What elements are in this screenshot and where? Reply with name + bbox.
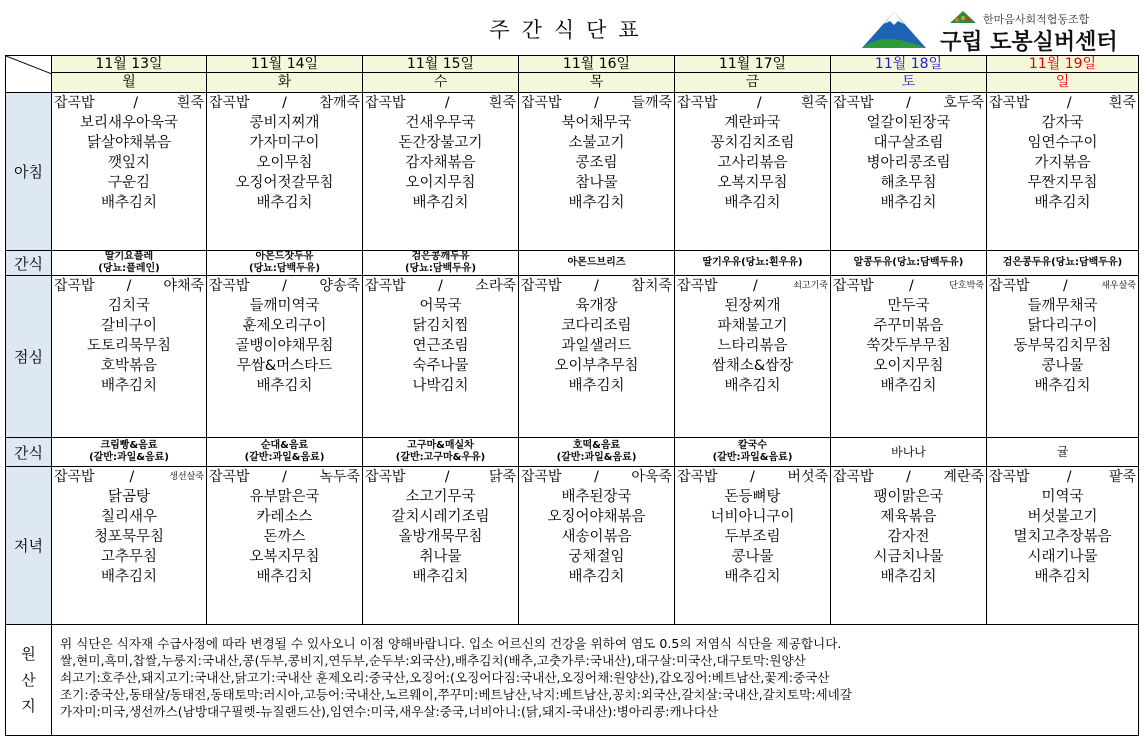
dish-item: 갈치시레기조림: [391, 509, 490, 525]
dish-item: 배추김치: [256, 569, 313, 585]
meal-cell: [207, 93, 363, 251]
dinner-row-label: 저녁: [6, 467, 52, 625]
dish-item: 임연수구이: [1027, 135, 1098, 151]
dish-item: 배추김치: [1034, 378, 1091, 394]
snack-line: 귤: [1056, 445, 1069, 459]
snack-cell: [363, 438, 519, 467]
dish-item: 콩나물: [731, 549, 774, 565]
dish-item: 콩비지찌개: [249, 115, 320, 131]
rice-porridge-line: [363, 276, 518, 296]
corner-cell: [6, 56, 52, 93]
dish-item: 돈등뼈탕: [724, 489, 781, 505]
dish-item: 돈까스: [263, 529, 306, 545]
snack-line: (당뇨:플레인): [98, 263, 160, 274]
origin-row: [6, 625, 1139, 736]
porridge-label: 참깨죽: [319, 95, 360, 111]
dish-item: 배추김치: [100, 378, 158, 394]
rice-label: 잡곡밥: [833, 95, 874, 111]
snack-line: 칼국수: [738, 440, 767, 451]
dish-item: 새송이볶음: [561, 529, 632, 545]
lunch-row: [6, 276, 1139, 438]
origin-label-char: 지: [21, 697, 36, 715]
meal-cell: [987, 276, 1139, 438]
rice-porridge-line: [52, 467, 206, 487]
dish-item: 훈제오리구이: [242, 318, 327, 334]
dish-item: 나박김치: [412, 378, 469, 394]
origin-label: [6, 625, 52, 736]
origin-line: 위 식단은 식자재 수급사정에 따라 변경될 수 있사오니 이점 양해바랍니다. 입소 어르신의 건강을 위하여 염도 0.5의 저염식 식단을 제공합니다.: [60, 636, 842, 651]
snack-pm-row-label: 간식: [6, 438, 52, 467]
porridge-label: 팥죽: [1108, 469, 1136, 485]
dish-item: 청포묵무침: [93, 529, 165, 545]
dish-item: 보리새우아욱국: [79, 115, 179, 131]
weekday-cell: 월: [52, 73, 207, 93]
dish-item: 된장찌개: [724, 298, 781, 314]
dish-item: 오복지무침: [717, 175, 788, 191]
dish-item: 두부조림: [724, 529, 781, 545]
rice-porridge-line: [987, 93, 1138, 113]
dish-item: 갈비구이: [100, 318, 158, 334]
snack-cell: [207, 438, 363, 467]
dish-item: 유부맑은국: [249, 489, 320, 505]
rice-label: 잡곡밥: [833, 469, 874, 485]
meal-cell: [519, 93, 675, 251]
dish-item: 배추김치: [256, 378, 313, 394]
dish-item: 고추무침: [100, 549, 158, 565]
dish-item: 오이무침: [256, 155, 313, 171]
rice-porridge-line: [831, 276, 986, 296]
dish-item: 배추김치: [568, 195, 625, 211]
rice-label: 잡곡밥: [365, 95, 406, 111]
porridge-label: 흰죽: [488, 95, 516, 111]
slash-separator: /: [753, 278, 758, 294]
dish-item: 칠리새우: [100, 509, 158, 525]
dish-item: 오징어젓갈무침: [235, 175, 334, 191]
slash-separator: /: [750, 469, 755, 485]
page-title: 주간식단표: [489, 18, 651, 42]
dish-item: 가지볶음: [1034, 155, 1091, 171]
porridge-label: 흰죽: [1108, 95, 1136, 111]
snack-line: 아몬드잣두유: [255, 251, 314, 262]
porridge-label: 흰죽: [176, 95, 204, 111]
dish-item: 오복지무침: [249, 549, 320, 565]
slash-separator: /: [282, 95, 287, 111]
date-cell: 11월 16일: [519, 56, 675, 73]
porridge-label: 닭죽: [488, 469, 516, 485]
rice-label: 잡곡밥: [365, 469, 406, 485]
rice-label: 잡곡밥: [989, 278, 1030, 294]
dish-item: 콩나물: [1041, 358, 1084, 374]
origin-line: 쇠고기:호주산,돼지고기:국내산,닭고기:국내산 훈제오리:중국산,오징어:(오징어다짐:국내산,오징어채:원양산),갑오징어:베트남산,꽃게:중국산: [60, 670, 830, 685]
snack-line: (갈반:과일&음료): [89, 452, 169, 463]
dish-item: 카레소스: [256, 509, 313, 525]
dish-item: 배추김치: [100, 195, 158, 211]
rice-porridge-line: [519, 467, 674, 487]
rice-porridge-line: [675, 467, 830, 487]
origin-info: [52, 625, 1139, 736]
slash-separator: /: [594, 278, 599, 294]
rice-label: 잡곡밥: [833, 278, 874, 294]
dish-item: 깻잎지: [107, 155, 151, 171]
origin-line: 쌀,현미,흑미,찹쌀,누룽지:국내산,콩(두부,콩비지,연두부,순두부:외국산),배추김치(배추,고춧가루:국내산),대구살:미국산,대구토막:원양산: [60, 653, 806, 668]
rice-label: 잡곡밥: [521, 469, 562, 485]
dish-item: 닭다리구이: [1027, 318, 1098, 334]
snack-cell: [207, 251, 363, 276]
snack-cell: [52, 251, 207, 276]
snack-line: 아몬드브리즈: [567, 257, 626, 268]
rice-label: 잡곡밥: [989, 95, 1030, 111]
rice-porridge-line: [987, 467, 1138, 487]
meal-cell: [52, 276, 207, 438]
rice-porridge-line: [675, 93, 830, 113]
date-row: [6, 56, 1139, 73]
dish-item: 배추김치: [880, 569, 937, 585]
dish-item: 올방개묵무침: [398, 529, 483, 545]
dish-item: 배추된장국: [561, 489, 632, 505]
org-name: 구립 도봉실버센터: [940, 30, 1118, 55]
snack-line: 고구마&매실차: [407, 440, 474, 451]
dish-item: 제육볶음: [880, 509, 937, 525]
slash-separator: /: [594, 95, 599, 111]
dish-item: 감자채볶음: [405, 155, 476, 171]
meal-cell: [207, 467, 363, 625]
slash-separator: /: [282, 469, 287, 485]
slash-separator: /: [1066, 469, 1072, 485]
dish-item: 건새우무국: [405, 115, 476, 131]
org-subtitle: 한마음사회적협동조합: [983, 13, 1090, 26]
slash-separator: /: [594, 469, 599, 485]
weekday-cell: 수: [363, 73, 519, 93]
dish-item: 계란파국: [724, 115, 781, 131]
rice-porridge-line: [363, 467, 518, 487]
dish-item: 배추김치: [412, 569, 469, 585]
dish-item: 느타리볶음: [717, 338, 788, 354]
date-cell: 11월 14일: [207, 56, 363, 73]
snack-line: (갈반:고구마&우유): [395, 452, 486, 463]
porridge-label: 야채죽: [163, 278, 204, 294]
rice-label: 잡곡밥: [521, 95, 562, 111]
dish-item: 시금치나물: [873, 549, 944, 565]
rice-label: 잡곡밥: [209, 469, 250, 485]
rice-label: 잡곡밥: [989, 469, 1030, 485]
dish-item: 팽이맑은국: [873, 489, 944, 505]
dish-item: 숙주나물: [412, 358, 469, 374]
header: [0, 0, 1143, 55]
dish-item: 참나물: [575, 175, 618, 191]
rice-porridge-line: [831, 93, 986, 113]
dish-item: 들깨미역국: [249, 298, 320, 314]
weekday-cell: 금: [675, 73, 831, 93]
dish-item: 멸치고추장볶음: [1013, 529, 1112, 545]
snack-line: 검은콩두유(당뇨:담백두유): [1002, 257, 1123, 268]
rice-label: 잡곡밥: [209, 95, 250, 111]
snack-cell: [52, 438, 207, 467]
dish-item: 고사리볶음: [717, 155, 788, 171]
dish-item: 코다리조림: [561, 318, 632, 334]
dish-item: 배추김치: [568, 378, 625, 394]
snack-line: 딸기우유(당뇨:흰우유): [702, 257, 803, 268]
dish-item: 오이지무침: [873, 358, 944, 374]
snack-cell: [519, 251, 675, 276]
dish-item: 도토리묵무침: [86, 338, 172, 354]
dish-item: 감자국: [1041, 115, 1084, 131]
dish-item: 소고기무국: [405, 489, 476, 505]
slash-separator: /: [1063, 278, 1068, 294]
dish-item: 오이지무침: [405, 175, 476, 191]
snack-line: (갈반:과일&음료): [556, 452, 637, 463]
dish-item: 배추김치: [256, 195, 313, 211]
rice-label: 잡곡밥: [54, 278, 95, 294]
slash-separator: /: [129, 469, 135, 485]
meal-cell: [675, 276, 831, 438]
dish-item: 쑥갓두부무침: [866, 338, 951, 354]
weekday-row: [6, 73, 1139, 93]
dish-item: 미역국: [1041, 489, 1084, 505]
porridge-label: 단호박죽: [949, 281, 984, 291]
slash-separator: /: [756, 95, 762, 111]
dish-item: 파채불고기: [717, 318, 788, 334]
dish-item: 얼갈이된장국: [866, 115, 951, 131]
snack-cell: [987, 251, 1139, 276]
snack-cell: [675, 251, 831, 276]
dish-item: 배추김치: [412, 195, 469, 211]
dish-item: 대구살조림: [873, 135, 944, 151]
weekday-cell: 목: [519, 73, 675, 93]
rice-porridge-line: [207, 276, 362, 296]
lunch-row-label: 점심: [6, 276, 52, 438]
meal-cell: [363, 93, 519, 251]
dish-item: 호박볶음: [100, 358, 158, 374]
dish-item: 육개장: [575, 298, 618, 314]
dish-item: 배추김치: [100, 569, 158, 585]
diagonal-line: [6, 56, 52, 92]
rice-label: 잡곡밥: [209, 278, 250, 294]
snack-cell: [831, 438, 987, 467]
dish-item: 김치국: [107, 298, 151, 314]
dish-item: 배추김치: [724, 378, 781, 394]
porridge-label: 녹두죽: [319, 469, 360, 485]
dish-item: 북어채무국: [561, 115, 632, 131]
origin-line: 가자미:미국,생선까스(남방대구필렛-뉴질랜드산),임연수:미국,새우살:중국,너비아니:(닭,돼지-국내산):병아리콩:캐나다산: [60, 704, 719, 719]
meal-cell: [519, 276, 675, 438]
rice-label: 잡곡밥: [521, 278, 562, 294]
origin-line: 조기:중국산,동태살/동태전,동태토막:러시아,고등어:국내산,노르웨이,쭈꾸미:베트남산,낙지:베트남산,꽁치:외국산,갈치살:국내산,갈치토막:세네갈: [60, 687, 852, 702]
dish-item: 연근조림: [412, 338, 469, 354]
rice-porridge-line: [52, 93, 206, 113]
meal-cell: [987, 93, 1139, 251]
snack-cell: [363, 251, 519, 276]
snack-line: 알콩두유(당뇨:담백두유): [853, 257, 964, 268]
porridge-label: 들깨죽: [631, 95, 672, 111]
rice-porridge-line: [207, 467, 362, 487]
dish-item: 취나물: [419, 549, 462, 565]
snack-line: 검은콩깨두유: [411, 251, 470, 262]
snack-line: (갈반:과일&음료): [244, 452, 325, 463]
dish-item: 소불고기: [568, 135, 625, 151]
dish-item: 시래기나물: [1027, 549, 1098, 565]
meal-cell: [363, 467, 519, 625]
origin-label-char: 원: [21, 645, 36, 663]
date-cell: 11월 18일: [831, 56, 987, 73]
snack-line: (갈반:과일&음료): [712, 452, 793, 463]
meal-cell: [831, 93, 987, 251]
dish-item: 들깨무채국: [1027, 298, 1098, 314]
rice-label: 잡곡밥: [54, 469, 95, 485]
dish-item: 버섯불고기: [1027, 509, 1098, 525]
porridge-label: 쇠고기죽: [793, 281, 828, 291]
dish-item: 닭곰탕: [107, 489, 151, 505]
porridge-label: 새우살죽: [1101, 281, 1136, 291]
dish-item: 닭김치찜: [412, 318, 469, 334]
slash-separator: /: [438, 278, 443, 294]
meal-cell: [52, 93, 207, 251]
dish-item: 콩조림: [575, 155, 618, 171]
weekday-cell: 토: [831, 73, 987, 93]
rice-label: 잡곡밥: [54, 95, 95, 111]
rice-porridge-line: [363, 93, 518, 113]
slash-separator: /: [444, 469, 450, 485]
date-cell: 11월 17일: [675, 56, 831, 73]
date-cell: 11월 13일: [52, 56, 207, 73]
snack-cell: [831, 251, 987, 276]
slash-separator: /: [444, 95, 450, 111]
slash-separator: /: [133, 95, 139, 111]
dish-item: 돈간장불고기: [398, 135, 483, 151]
dish-item: 꽁치김치조림: [710, 135, 795, 151]
meal-cell: [519, 467, 675, 625]
slash-separator: /: [282, 278, 287, 294]
porridge-label: 참치죽: [631, 278, 672, 294]
dish-item: 배추김치: [568, 569, 625, 585]
snack-line: 크림빵&음료: [100, 440, 158, 451]
rice-porridge-line: [987, 276, 1138, 296]
rice-porridge-line: [675, 276, 830, 296]
snack-line: 바나나: [891, 445, 926, 459]
porridge-label: 계란죽: [943, 469, 984, 485]
snack-line: 순대&음료: [260, 440, 309, 451]
dish-item: 동부묵김치무침: [1013, 338, 1112, 354]
breakfast-row-label: 아침: [6, 93, 52, 251]
weekday-cell: 화: [207, 73, 363, 93]
weekly-menu-table: [5, 55, 1139, 736]
snack-cell: [519, 438, 675, 467]
snack-pm-row: [6, 438, 1139, 467]
dinner-row: [6, 467, 1139, 625]
meal-cell: [675, 467, 831, 625]
snack-am-row-label: 간식: [6, 251, 52, 276]
dish-item: 배추김치: [724, 569, 781, 585]
snack-am-row: [6, 251, 1139, 276]
porridge-label: 호두죽: [943, 95, 984, 111]
slash-separator: /: [1066, 95, 1072, 111]
dish-item: 배추김치: [1034, 569, 1091, 585]
rice-label: 잡곡밥: [365, 278, 406, 294]
rice-porridge-line: [519, 276, 674, 296]
dish-item: 무짠지무침: [1027, 175, 1098, 191]
snack-line: (당뇨:담백두유): [248, 263, 321, 274]
dish-item: 해초무침: [880, 175, 937, 191]
weekday-cell: 일: [987, 73, 1139, 93]
meal-cell: [207, 276, 363, 438]
dish-item: 골뱅이야채무침: [235, 338, 334, 354]
coop-logo-icon: [948, 9, 978, 25]
snack-cell: [987, 438, 1139, 467]
dish-item: 오이부추무침: [554, 358, 639, 374]
rice-label: 잡곡밥: [677, 95, 718, 111]
meal-cell: [675, 93, 831, 251]
dish-item: 병아리콩조림: [866, 155, 951, 171]
slash-separator: /: [906, 469, 911, 485]
dish-item: 배추김치: [880, 195, 937, 211]
meal-cell: [52, 467, 207, 625]
porridge-label: 소라죽: [475, 278, 516, 294]
snack-line: 딸기요플레: [104, 251, 154, 262]
dish-item: 배추김치: [1034, 195, 1091, 211]
meal-cell: [987, 467, 1139, 625]
dish-item: 가자미구이: [249, 135, 320, 151]
mountain-logo-icon: [860, 8, 928, 48]
dish-item: 너비아니구이: [710, 509, 795, 525]
date-cell: 11월 19일: [987, 56, 1139, 73]
slash-separator: /: [909, 278, 914, 294]
dish-item: 닭살야채볶음: [86, 135, 172, 151]
date-cell: 11월 15일: [363, 56, 519, 73]
dish-item: 배추김치: [880, 378, 937, 394]
slash-separator: /: [906, 95, 911, 111]
dish-item: 주꾸미볶음: [873, 318, 944, 334]
dish-item: 궁채절임: [568, 549, 625, 565]
snack-line: 호떡&음료: [572, 440, 621, 451]
meal-cell: [831, 276, 987, 438]
dish-item: 만두국: [887, 298, 930, 314]
porridge-label: 아욱죽: [631, 469, 672, 485]
rice-porridge-line: [519, 93, 674, 113]
breakfast-row: [6, 93, 1139, 251]
rice-porridge-line: [207, 93, 362, 113]
slash-separator: /: [126, 278, 132, 294]
snack-line: (당뇨:담백두유): [404, 263, 477, 274]
rice-label: 잡곡밥: [677, 278, 718, 294]
porridge-label: 버섯죽: [787, 469, 828, 485]
origin-label-char: 산: [21, 671, 36, 689]
dish-item: 감자전: [887, 529, 930, 545]
dish-item: 어묵국: [419, 298, 462, 314]
rice-porridge-line: [52, 276, 206, 296]
dish-item: 오징어야채볶음: [547, 509, 646, 525]
dish-item: 쌈채소&쌈장: [711, 358, 794, 374]
meal-cell: [363, 276, 519, 438]
snack-cell: [675, 438, 831, 467]
dish-item: 배추김치: [724, 195, 781, 211]
porridge-label: 생선살죽: [169, 472, 204, 482]
rice-porridge-line: [831, 467, 986, 487]
rice-label: 잡곡밥: [677, 469, 718, 485]
meal-cell: [831, 467, 987, 625]
dish-item: 구운김: [107, 175, 151, 191]
porridge-label: 양송죽: [319, 278, 360, 294]
dish-item: 무쌈&머스타드: [236, 358, 333, 374]
dish-item: 과일샐러드: [561, 338, 632, 354]
porridge-label: 흰죽: [800, 95, 828, 111]
